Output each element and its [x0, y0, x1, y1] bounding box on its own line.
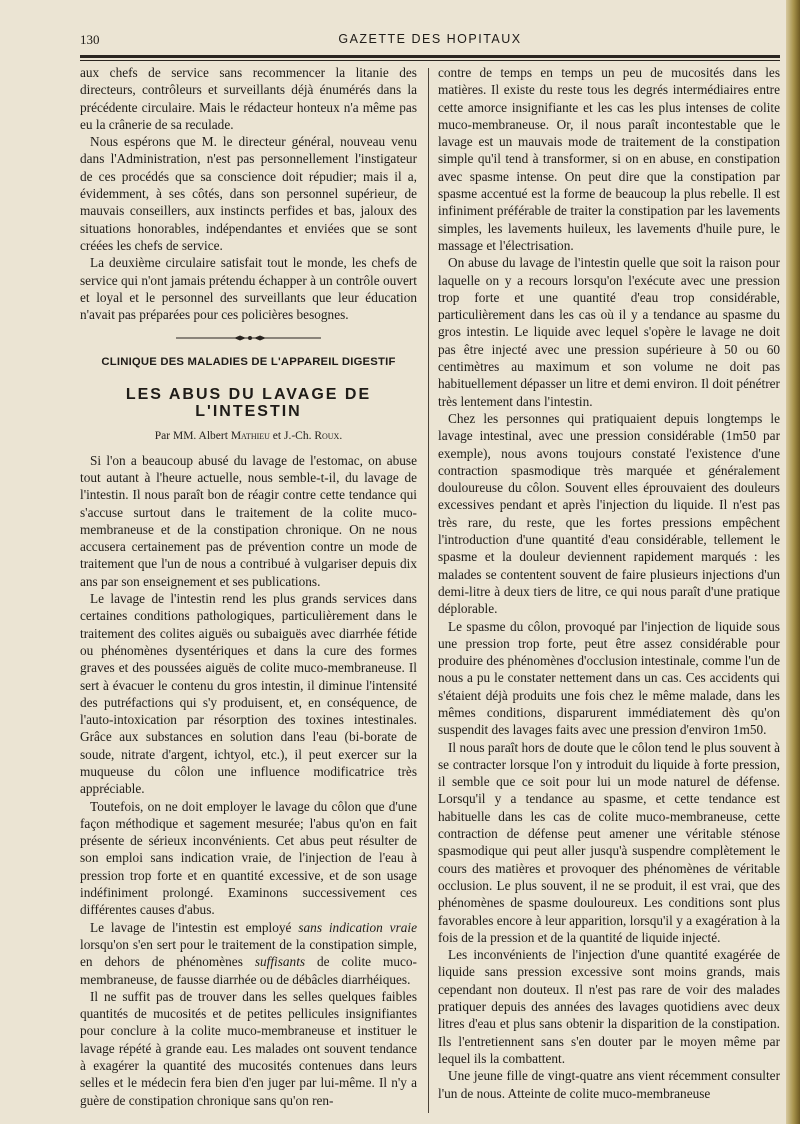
text-span: de colite muco-membraneuse, de fausse diarrhée ou de débâcles diarrhéiques.	[80, 954, 417, 987]
byline-author: Mathieu	[230, 430, 270, 443]
page-header	[80, 30, 780, 52]
paragraph: Le lavage de l'intestin rend les plus grands services dans certaines conditions pathologiques, particulièrement dans le traitement des colites aiguës ou subaiguës avec diarrhée fétide ou phénomènes dysentériques et dans la cure des formes graves et des poussées aiguës de colite muco-membraneuse. Il sert à évacuer le contenu du gros intestin, il diminue l'intensité des putréfactions qui s'y produisent, et, en conséquence, de l'auto-intoxication par résorption des toxines intestinales. Grâce aux substances en solution dans l'eau (bi-borate de soude, nitrate d'argent, ichtyol, etc.), il peut exercer sur la muqueuse du côlon une influence modificatrice très appréciable.	[80, 591, 417, 797]
header-rule-thin	[80, 60, 780, 61]
italic-text: sans indication vraie	[298, 919, 417, 935]
paragraph: Toutefois, on ne doit employer le lavage du côlon que d'une façon méthodique et sagement mesurée; l'abus qu'on en fait présente de sérieux inconvénients. Cet abus peut résulter de son emploi sans indication vraie, de l'injection de l'eau à pression trop forte et en quantité excessive, et de son usage indéfiniment prolongé. Examinons successivement ces différentes causes d'abus.	[80, 798, 417, 918]
paragraph: Si l'on a beaucoup abusé du lavage de l'estomac, on abuse tout autant à l'heure actuelle, nous semble-t-il, du lavage de l'intestin. Il nous paraît bon de réagir contre cette tendance qui s'accuse surtout dans le traitement de la colite muco-membraneuse et de la constipation chronique. On ne nous accusera certainement pas de prévention contre un mode de traitement que l'un de nous a contribué à vulgariser depuis dix ans par son enseignement et ses publications.	[80, 452, 417, 589]
text-span: lorsqu'on s'en sert pour le traitement de la constipation simple, en dehors de phénomènes	[80, 936, 417, 970]
running-title: GAZETTE DES HOPITAUX	[338, 32, 522, 46]
paragraph: Le spasme du côlon, provoqué par l'injection de liquide sous une pression trop forte, peut être assez considérable pour produire des phénomènes d'occlusion intestinale, comme l'un de nous a pu le constater nettement dans un cas. Ces accidents qui s'étaient déjà produits une fois chez le même malade, dans les mêmes conditions, disparurent immédiatement dès qu'on suspendit des lavages faits avec une pression d'environ 1m50.	[438, 618, 780, 738]
paragraph: Il nous paraît hors de doute que le côlon tend le plus souvent à se contracter lorsque l'on y introduit du liquide à forte pression, il semble que ce soit pour lui un mode naturel de défense. Lorsqu'il y a tendance au spasme, et cette tendance est habituelle dans les cas de colite muco-membraneuse, cette contraction de défense peut amener une véritable sténose spasmodique qui peut aller jusqu'à suspendre complètement le cours des matières et provoquer des phénomènes de véritable occlusion. Le plus souvent, il ne se produit, il est vrai, que des phénomènes de spasme douloureux. Les conditions sont plus favorables encore à leur apparition, lorsqu'il y a exagération à la fois de la pression et de la quantité de liquide injecté.	[438, 739, 780, 945]
paragraph: aux chefs de service sans recommencer la litanie des directeurs, contrôleurs et surveillants déjà énumérés dans la précédente circulaire. Mais le rédacteur honteux n'a même pas eu la crânerie de sa reculade.	[80, 65, 417, 132]
article-title: LES ABUS DU LAVAGE DE L'INTESTIN	[125, 385, 372, 421]
paragraph	[80, 919, 417, 988]
column-divider	[428, 68, 429, 1113]
paragraph: Il ne suffit pas de trouver dans les selles quelques faibles quantités de mucosités et de petites pellicules insignifiantes pour conclure à la colite muco-membraneuse et instituer le lavage répété à grande eau. Les malades ont souvent tendance à exagérer la quantité des mucosités contenues dans leurs selles et le médecin fera bien d'en juger par lui-même. Il n'y a guère de constipation chronique sans qu'on ren-	[80, 988, 417, 1108]
page-number: 130	[80, 32, 100, 47]
paragraph: Chez les personnes qui pratiquaient depuis longtemps le lavage intestinal, avec une pression considérable (1m50 par exemple), nous avons toujours constaté l'existence d'une contraction spasmodique très marquée et généralement douloureuse du côlon. Souvent elles éprouvaient des douleurs excessives pendant et après l'injection du liquide. Il n'est pas très rare, du reste, que les fortes pressions empêchent l'introduction d'une quantité d'eau considérable, tellement le spasme et la douleur deviennent rapidement marqués : les malades se contentent souvent de faire plusieurs injections d'un demi-litre à deux tiers de litre, ce qui nous paraît d'une pratique déplorable.	[438, 410, 780, 617]
header-rule	[80, 55, 780, 58]
byline-between: et J.-Ch.	[272, 430, 312, 443]
byline-author: Roux.	[314, 430, 343, 443]
italic-text: suffisants	[254, 954, 306, 970]
paragraph: Une jeune fille de vingt-quatre ans vient récemment consulter l'un de nous. Atteinte de colite muco-membraneuse	[438, 1068, 780, 1101]
paragraph: On abuse du lavage de l'intestin quelle que soit la raison pour laquelle on y a recours lorsqu'on l'exécute avec une pression trop forte et une quantité d'eau trop considérable, particulièrement dans les cas où il y a tendance au spasme du gros intestin. Le liquide avec lequel s'opère le lavage ne doit pas être injecté avec une pression supérieure à 50 ou 60 centimètres au maximum et son volume ne doit pas habituellement dépasser un litre et demi environ. Il doit pénétrer très lentement dans l'intestin.	[438, 255, 780, 409]
page-edge	[786, 0, 800, 1124]
paragraph: Les inconvénients de l'injection d'une quantité exagérée de liquide sans pression excessive sont moins grands, mais cependant non douteux. Il n'est pas rare de voir des malades pratiquer depuis des années des lavages quotidiens avec deux litres d'eau et plus sans obtenir la disparition de la constipation. Ils l'entretiennent sans s'en douter par le moyen même par lequel ils la combattent.	[438, 947, 780, 1066]
right-column	[438, 64, 780, 1102]
text-span: Le lavage de l'intestin est employé	[90, 919, 292, 935]
paragraph: Nous espérons que M. le directeur général, nouveau venu dans l'Administration, n'est pas personnellement l'instigateur de ces procédés que sa conscience doit répudier; mais il a, évidemment, à ses côtés, dans son personnel supérieur, de mauvais conseillers, aux instincts perfides et bas, jaloux des situations honorables, indépendantes et enviées que se sont créées les chefs de service.	[80, 134, 417, 253]
left-column	[80, 64, 417, 1109]
paragraph: contre de temps en temps un peu de mucosités dans les matières. Il existe du reste tous les degrés intermédiaires entre cette amorce insignifiante et les cas les plus intenses de colite muco-membraneuse. Or, il nous paraît incontestable que le lavage est un mauvais mode de traitement de la constipation simple qu'il tend à transformer, si on en abuse, en constipation avec spasme intense. On peut dire que la constipation par spasme accentué est la forme de beaucoup la plus rebelle. Il est infiniment préférable de traiter la constipation par les lavements simples, les lavements huileux, les lavements d'huile pure, le massage et l'électrisation.	[438, 65, 780, 253]
byline	[80, 428, 417, 445]
byline-prefix: Par MM. Albert	[154, 430, 228, 443]
paragraph: La deuxième circulaire satisfait tout le monde, les chefs de service qui n'ont jamais prétendu échapper à un contrôle ouvert et loyal et le personnel des surveillants que leur éducation n'avait pas préparées pour ces policières besognes.	[80, 255, 417, 323]
section-separator-ornament	[80, 327, 417, 349]
section-heading: CLINIQUE DES MALADIES DE L'APPAREIL DIGESTIF	[101, 356, 396, 369]
